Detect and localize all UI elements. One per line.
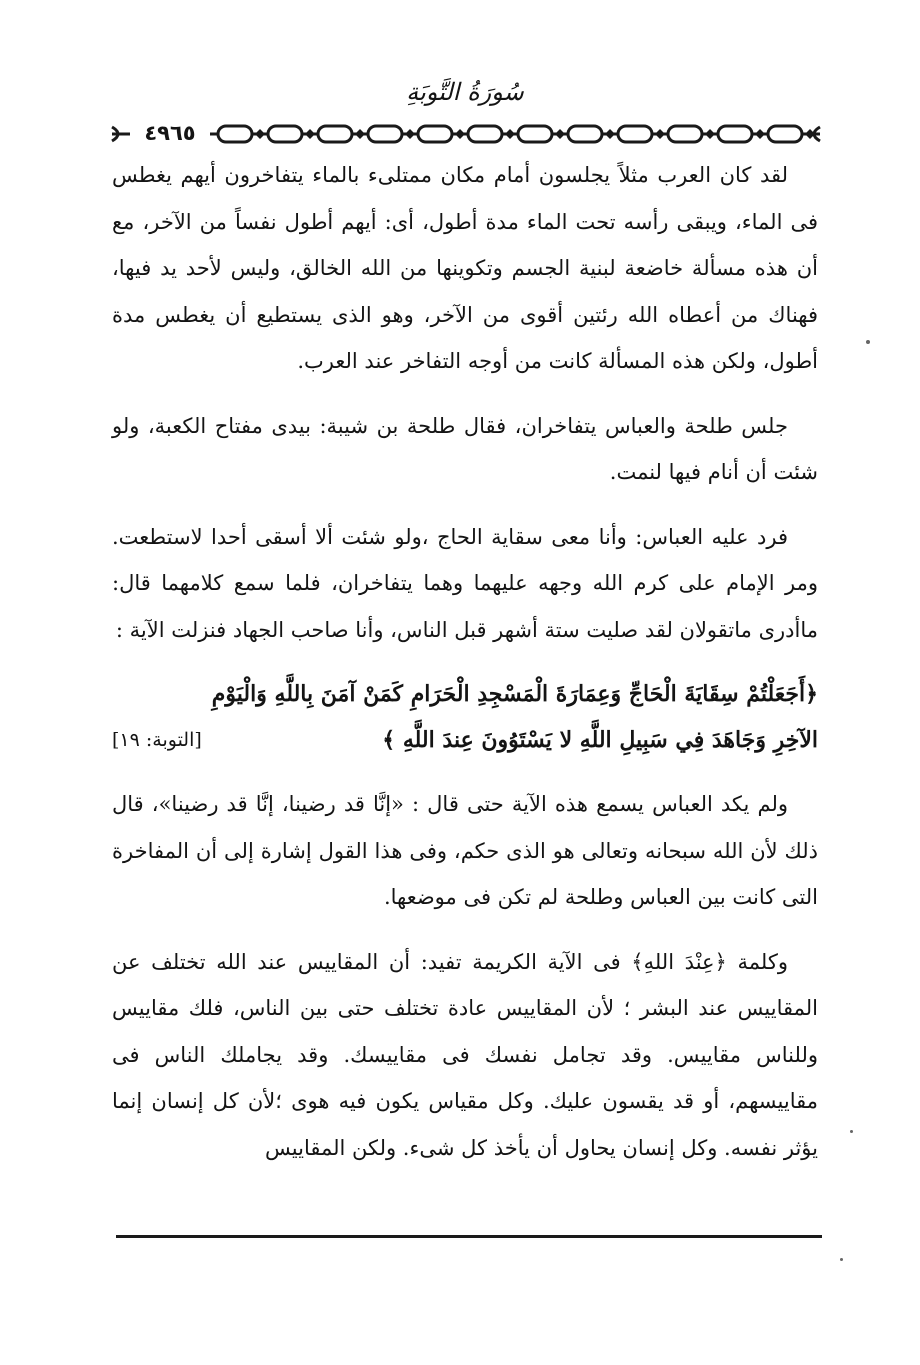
surah-title: سُورَةُ التَّوبَةِ (406, 78, 524, 106)
verse-reference: [التوبة: ١٩] (112, 729, 202, 751)
paragraph-1: لقد كان العرب مثلاً يجلسون أمام مكان ممتلىء بالماء يتفاخرون أيهم يغطس فى الماء، ويبقى رأسه تحت الماء مدة أطول، أى: أيهم أطول نفساً من الآخر، مع أن هذه مسألة خاضعة لبنية الجسم وتكوينها من الله الخالق، وليس لأحد يد فيها، فهناك من أعطاه الله رئتين أقوى من الآخر، وهو الذى يستطيع أن يغطس مدة أطول، ولكن هذه المسألة كانت من أوجه التفاخر عند العرب. (112, 163, 818, 373)
verse-line-1-text: ﴿أَجَعَلْتُمْ سِقَايَةَ الْحَاجِّ وَعِمَارَةَ الْمَسْجِدِ الْحَرَامِ كَمَنْ آمَنَ بِاللَّهِ وَالْيَوْمِ (211, 681, 818, 707)
paragraph-2: جلس طلحة والعباس يتفاخران، فقال طلحة بن شيبة: بيدى مفتاح الكعبة، ولو شئت أن أنام فيها لنمت. (112, 413, 818, 484)
scan-speck (866, 340, 870, 344)
scan-speck (850, 1130, 853, 1133)
paragraph-4: ولم يكد العباس يسمع هذه الآية حتى قال : «إنَّا قد رضينا، إنَّا قد رضينا»، قال ذلك لأن الله سبحانه وتعالى هو الذى حكم، وفى هذا القول إشارة إلى أن المفاخرة التى كانت بين العباس وطلحة لم تكن فى موضعها. (112, 792, 818, 909)
scan-speck (840, 1258, 843, 1261)
header-ornament-border (108, 122, 824, 146)
paragraph-5: وكلمة ﴿عِنْدَ اللهِ﴾ فى الآية الكريمة تفيد: أن المقاييس عند الله تختلف عن المقاييس عند البشر ؛ لأن المقاييس عادة تختلف حتى بين الناس، فلك مقاييس وللناس مقاييس. وقد تجامل نفسك فى مقاييسك. وقد يجاملك الناس فى مقاييسهم، أو قد يقسون عليك. وكل مقياس يكون فيه هوى ؛لأن كل إنسان إنما يؤثر نفسه. وكل إنسان يحاول أن يأخذ كل شىء. ولكن المقاييس (112, 949, 818, 1160)
page-number: ٤٩٦٥ (130, 118, 210, 148)
verse-line-2 (112, 717, 818, 763)
paragraph-3: فرد عليه العباس: وأنا معى سقاية الحاج ،ولو شئت ألا أسقى أحدا لاستطعت. ومر الإمام على كرم الله وجهه عليهما وهما يتفاخران، فلما سمع كلامهما قال: ماأدرى ماتقولان لقد صليت ستة أشهر قبل الناس، وأنا صاحب الجهاد فنزلت الآية : (112, 524, 818, 642)
verse-line-2-text: الآخِرِ وَجَاهَدَ فِي سَبِيلِ اللَّهِ لا يَسْتَوُونَ عِندَ اللَّهِ ﴾ (382, 727, 818, 753)
body-text (112, 152, 818, 1189)
footer-rule (116, 1235, 822, 1238)
verse-line-1 (112, 671, 818, 717)
quran-verse (112, 671, 818, 763)
